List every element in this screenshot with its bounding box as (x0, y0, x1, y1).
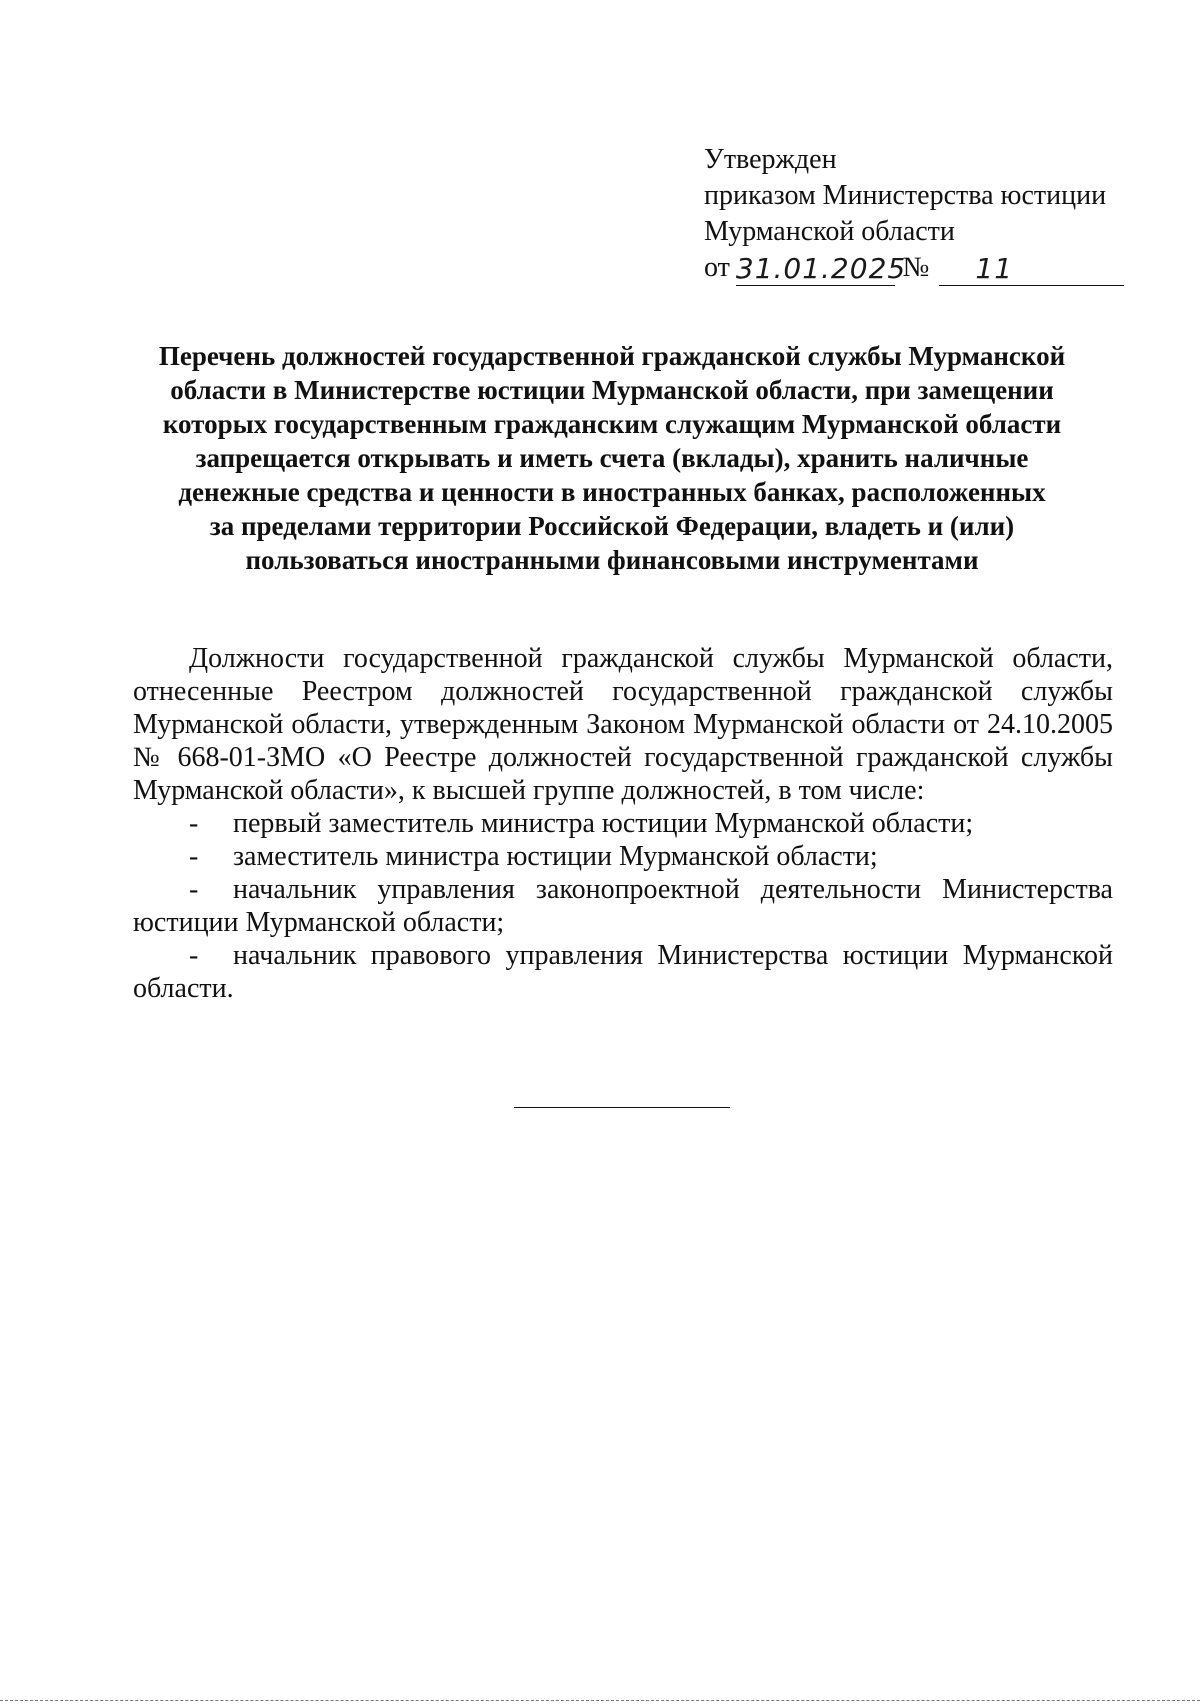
title-line: денежные средства и ценности в иностранных банках, расположенных (178, 477, 1046, 507)
number-handwritten: 11 (975, 252, 1014, 285)
end-divider (514, 1107, 730, 1108)
approval-line-region: Мурманской области (704, 216, 955, 247)
positions-list (133, 807, 1113, 1005)
title-line: за пределами территории Российской Федерации, владеть и (или) (209, 511, 1015, 541)
list-item-text: начальник правового управления Министерства юстиции Мурманской области. (133, 940, 1113, 1004)
title-line: области в Министерстве юстиции Мурманской области, при замещении (170, 375, 1054, 405)
date-field (735, 252, 907, 286)
number-field (939, 252, 1124, 286)
number-sign: № (902, 252, 930, 283)
list-item (133, 939, 1113, 1005)
list-item-text: первый заместитель министра юстиции Мурманской области; (233, 808, 974, 839)
list-item-text: заместитель министра юстиции Мурманской области; (233, 841, 878, 872)
approval-date-row (704, 250, 1124, 286)
dash-marker: - (189, 808, 199, 839)
dash-marker: - (189, 940, 199, 971)
approval-line-order: приказом Министерства юстиции (704, 180, 1107, 211)
intro-paragraph: Должности государственной гражданской службы Мурманской области, отнесенные Реестром должностей государственной гражданской службы Мурманской области, утвержденным Законом Мурманской области от 24.10.2005 № 668-01-ЗМО «О Реестре должностей государственной гражданской службы Мурманской области», к высшей группе должностей, в том числе: (133, 643, 1113, 806)
list-item (133, 840, 1113, 873)
title-line: которых государственным гражданским служащим Мурманской области (162, 409, 1062, 439)
date-prefix: от (704, 252, 730, 283)
document-body (133, 642, 1113, 1005)
title-line: запрещается открывать и иметь счета (вклады), хранить наличные (195, 443, 1029, 473)
document-title (120, 339, 1104, 577)
list-item (133, 873, 1113, 939)
scan-edge-rule (0, 1700, 1200, 1701)
list-item-text: начальник управления законопроектной деятельности Министерства юстиции Мурманской области; (133, 874, 1113, 938)
approval-line-approved: Утвержден (704, 144, 837, 175)
dash-marker: - (189, 841, 199, 872)
title-line: пользоваться иностранными финансовыми инструментами (245, 545, 979, 575)
date-handwritten: 31.01.2025 (735, 252, 907, 285)
title-line: Перечень должностей государственной гражданской службы Мурманской (158, 341, 1066, 371)
approval-block (704, 142, 1124, 286)
list-item (133, 807, 1113, 840)
dash-marker: - (189, 874, 199, 905)
